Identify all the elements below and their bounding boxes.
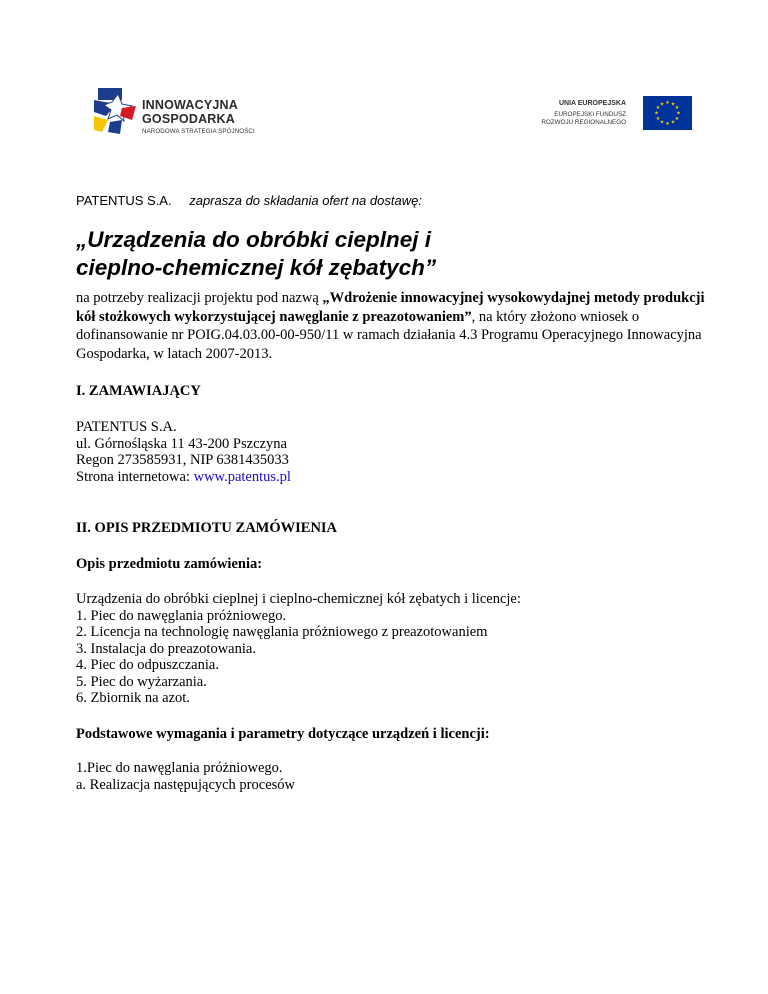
svg-text:★: ★: [674, 116, 680, 122]
eu-logo-line-1: UNIA EUROPEJSKA: [558, 100, 626, 107]
eu-logo: [530, 96, 692, 132]
paragraph-part-1: na potrzeby realizacji projektu pod nazwą: [76, 290, 323, 306]
section-1-heading: I. ZAMAWIAJĄCY: [76, 383, 201, 399]
eu-logo-line-3: ROZWOJU REGIONALNEGO: [541, 119, 626, 126]
svg-text:★: ★: [674, 105, 680, 111]
intro-company: PATENTUS S.A.: [76, 193, 172, 208]
logo-line-2: GOSPODARKA: [142, 112, 235, 126]
svg-text:★: ★: [676, 110, 681, 117]
section-2-heading: II. OPIS PRZEDMIOTU ZAMÓWIENIA: [76, 520, 338, 536]
website-label: Strona internetowa:: [76, 468, 194, 485]
order-description-subheading: Opis przedmiotu zamówienia:: [76, 556, 263, 572]
svg-text:★: ★: [665, 100, 670, 106]
title-line-1: „Urządzenia do obróbki cieplnej i: [76, 227, 432, 252]
intro-invite: zaprasza do składania ofert na dostawę:: [189, 193, 422, 208]
svg-text:★: ★: [659, 119, 665, 126]
svg-text:★: ★: [665, 121, 670, 127]
svg-text:★: ★: [670, 101, 676, 108]
title-line-2: cieplno-chemicznej kół zębatych”: [76, 255, 437, 280]
star-logo-icon: [92, 86, 138, 136]
paragraph-part-2: , na który złożono wniosek o dofinansowanie nr POIG.04.03.00-00-950/11 w ramach działania 4.3 Programu Operacyjnego Innowacyjna Gospodarka, w latach 2007-2013.: [76, 308, 702, 362]
list-item: 2. Licencja na technologię nawęglania próżniowego z preazotowaniem: [76, 624, 488, 640]
contractor-address: ul. Górnośląska 11 43-200 Pszczyna: [76, 435, 287, 452]
project-paragraph: [76, 289, 716, 363]
eu-flag-icon: [643, 96, 692, 130]
logo-line-3: NARODOWA STRATEGIA SPÓJNOŚCI: [142, 128, 255, 135]
eu-logo-line-2: EUROPEJSKI FUNDUSZ: [554, 111, 626, 118]
requirements-subheading: Podstawowe wymagania i parametry dotyczące urządzeń i licencji:: [76, 726, 490, 742]
svg-text:★: ★: [655, 116, 661, 122]
list-item: 3. Instalacja do preazotowania.: [76, 640, 256, 657]
svg-text:★: ★: [655, 105, 661, 111]
intro-line: [76, 193, 422, 208]
contractor-name: PATENTUS S.A.: [76, 419, 177, 435]
svg-text:★: ★: [654, 110, 659, 117]
list-item: 1.Piec do nawęglania próżniowego.: [76, 760, 283, 776]
list-item: 6. Zbiornik na azot.: [76, 690, 190, 706]
svg-text:★: ★: [659, 101, 665, 108]
contractor-details: [76, 419, 291, 485]
innowacyjna-gospodarka-logo: [92, 86, 292, 136]
order-items-list: [76, 591, 521, 707]
project-name: „Wdrożenie innowacyjnej wysokowydajnej metody produkcji kół stożkowych wykorzystującej nawęglanie z preazotowaniem”: [76, 290, 705, 325]
document-title: [76, 226, 696, 282]
contractor-regon-nip: Regon 273585931, NIP 6381435033: [76, 452, 289, 468]
svg-text:★: ★: [670, 119, 676, 126]
list-item: 1. Piec do nawęglania próżniowego.: [76, 607, 287, 624]
requirements-list: [76, 760, 295, 793]
order-items-intro: Urządzenia do obróbki cieplnej i cieplno-chemicznej kół zębatych i licencje:: [76, 591, 521, 607]
list-item: 4. Piec do odpuszczania.: [76, 657, 219, 673]
list-item: 5. Piec do wyżarzania.: [76, 673, 207, 690]
logo-line-1: INNOWACYJNA: [142, 98, 238, 112]
contractor-website-line: [76, 469, 291, 486]
list-item: a. Realizacja następujących procesów: [76, 776, 296, 793]
website-link[interactable]: www.patentus.pl: [193, 468, 291, 485]
